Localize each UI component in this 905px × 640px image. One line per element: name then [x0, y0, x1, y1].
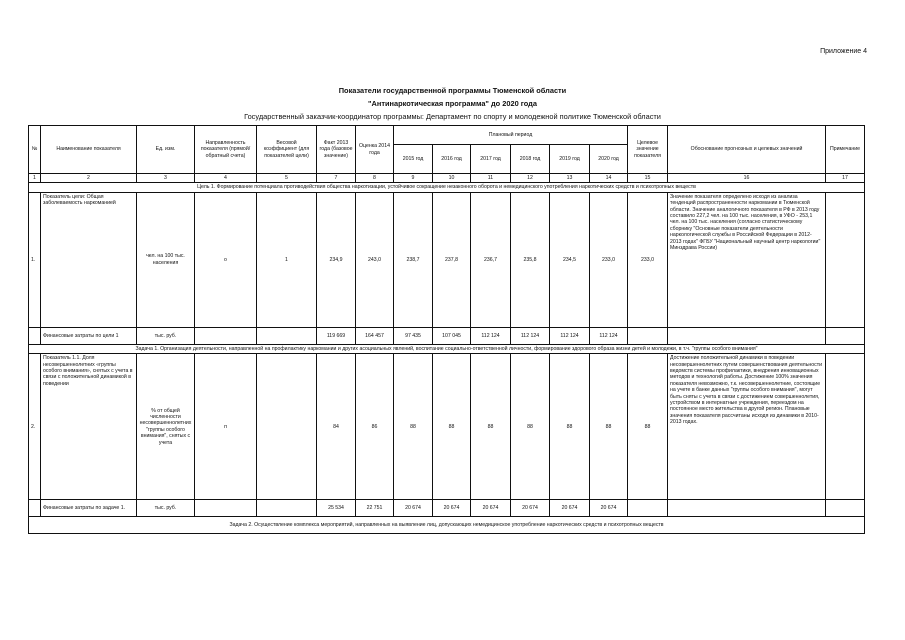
indicators-table — [28, 125, 865, 534]
task-1-title: Задача 1. Организация деятельности, направленной на профилактику наркомании и других асоциальных явлений, воспитание социально-ответственной личности, формирование здорового образа жизни детей и молодежи, в т.ч. "группы особого внимания" — [29, 344, 865, 353]
finance-direction — [195, 327, 257, 344]
header-no: № — [29, 126, 41, 174]
col-number: 1 — [29, 174, 41, 183]
finance-year-value: 20 674 — [394, 500, 433, 517]
title-line-2: "Антинаркотическая программа" до 2020 года — [368, 99, 537, 108]
header-year: 2017 год — [471, 145, 511, 174]
finance-year-value: 112 124 — [550, 327, 590, 344]
finance-year-value: 20 674 — [550, 500, 590, 517]
col-number: 5 — [257, 174, 317, 183]
header-note: Примечание — [826, 126, 865, 174]
finance-direction — [195, 500, 257, 517]
indicator-year-value: 234,5 — [550, 192, 590, 327]
finance-year-value: 20 674 — [471, 500, 511, 517]
indicator-direction: п — [195, 354, 257, 500]
finance-target — [628, 500, 668, 517]
header-justification: Обоснование прогнозных и целевых значений — [668, 126, 826, 174]
col-number: 8 — [356, 174, 394, 183]
header-planned: Плановый период — [394, 126, 628, 145]
col-number: 16 — [668, 174, 826, 183]
col-number: 4 — [195, 174, 257, 183]
finance-est2014: 164 457 — [356, 327, 394, 344]
finance-weight — [257, 500, 317, 517]
indicator-name: Показатель цели: Общая заболеваемость наркоманией — [41, 192, 137, 327]
col-number: 10 — [433, 174, 471, 183]
header-name: Наименование показателя — [41, 126, 137, 174]
row-number: 2. — [29, 354, 41, 500]
header-unit: Ед. изм. — [137, 126, 195, 174]
finance-year-value: 112 124 — [511, 327, 550, 344]
header-est2014: Оценка 2014 года — [356, 126, 394, 174]
column-numbers-row — [29, 174, 865, 183]
finance-name: Финансовые затраты по цели 1 — [41, 327, 137, 344]
indicator-note — [826, 354, 865, 500]
title-line-1: Показатели государственной программы Тюменской области — [338, 86, 567, 95]
indicator-fact2013: 84 — [317, 354, 356, 500]
header-year: 2018 год — [511, 145, 550, 174]
header-direction: Направленность показателя (прямой/обратный счета) — [195, 126, 257, 174]
finance-note — [826, 327, 865, 344]
col-number: 7 — [317, 174, 356, 183]
finance-name: Финансовые затраты по задаче 1. — [41, 500, 137, 517]
indicator-year-value: 88 — [471, 354, 511, 500]
header-row — [29, 126, 865, 145]
indicator-weight — [257, 354, 317, 500]
finance-justification — [668, 500, 826, 517]
header-target: Целевое значение показателя — [628, 126, 668, 174]
header-fact2013: Факт 2013 года (базовое значение) — [317, 126, 356, 174]
indicator-year-value: 88 — [550, 354, 590, 500]
indicator-justification: Значение показателя определено исходя из анализа тенденций распространенности наркомании в Тюменской области. Значение аналогичного показателя в РФ в 2013 году составило 227,2 чел. на 100 тыс. населения, в УФО - 253,1 чел. на 100 тыс. населения (согласно статистическому сборнику "Основные показатели деятельности наркологической службы в Российской Федерации в 2012-2013 годах" ФГБУ "Национальный научный центр наркологии" Минздрава России) — [668, 192, 826, 327]
indicator-target: 233,0 — [628, 192, 668, 327]
finance-unit: тыс. руб. — [137, 327, 195, 344]
task-row — [29, 517, 865, 534]
indicator-year-value: 236,7 — [471, 192, 511, 327]
indicator-justification: Достижение положительной динамики в поведении несовершеннолетних путем совершенствования деятельности ведомств системы профилактики, внедрения инновационных методов и технологий работы. Достижение 100% значения показателя невозможно, т.к. несовершеннолетние, состоящие на учете в банке данных "группы особого внимания", могут быть сняты с учета в связи с достижением совершеннолетия, устройством в интернатные учреждения, переездом на постоянное место жительства в другой регион. Плановые значения показателя рассчитаны исходя из динамики в 2010-2013 годах. — [668, 354, 826, 500]
indicator-year-value: 235,8 — [511, 192, 550, 327]
indicator-unit: чел. на 100 тыс. населения — [137, 192, 195, 327]
appendix-label: Приложение 4 — [820, 48, 867, 55]
indicator-year-value: 88 — [433, 354, 471, 500]
finance-fact2013: 119 669 — [317, 327, 356, 344]
finance-year-value: 112 124 — [471, 327, 511, 344]
indicator-est2014: 243,0 — [356, 192, 394, 327]
finance-year-value: 97 435 — [394, 327, 433, 344]
goal-1-title: Цель 1. Формирование потенциала противодействия общества наркотизации, устойчивое сокращение незаконного оборота и немедицинского употребления наркотических средств и психотропных веществ — [29, 183, 865, 192]
finance-unit: тыс. руб. — [137, 500, 195, 517]
indicator-year-value: 88 — [511, 354, 550, 500]
document-title — [0, 84, 905, 123]
finance-fact2013: 25 534 — [317, 500, 356, 517]
task-2-title: Задача 2. Осуществление комплекса мероприятий, направленных на выявление лиц, допускающих немедицинское употребление наркотических средств и психотропных веществ — [29, 517, 865, 534]
header-year: 2016 год — [433, 145, 471, 174]
finance-row — [29, 327, 865, 344]
finance-year-value: 107 045 — [433, 327, 471, 344]
indicator-weight: 1 — [257, 192, 317, 327]
header-year: 2020 год — [590, 145, 628, 174]
header-year: 2019 год — [550, 145, 590, 174]
col-number: 11 — [471, 174, 511, 183]
row-number: 1. — [29, 192, 41, 327]
indicator-year-value: 88 — [590, 354, 628, 500]
col-number: 17 — [826, 174, 865, 183]
row-number — [29, 500, 41, 517]
indicator-name: Показатель 1.1. Доля несовершеннолетних «группы особого внимания», снятых с учета в связи с положительной динамикой в поведении — [41, 354, 137, 500]
indicator-year-value: 238,7 — [394, 192, 433, 327]
finance-year-value: 112 124 — [590, 327, 628, 344]
finance-weight — [257, 327, 317, 344]
header-year: 2015 год — [394, 145, 433, 174]
indicator-est2014: 86 — [356, 354, 394, 500]
indicator-year-value: 233,0 — [590, 192, 628, 327]
indicator-direction: о — [195, 192, 257, 327]
title-line-3: Государственный заказчик-координатор программы: Департамент по спорту и молодежной политике Тюменской области — [244, 112, 661, 121]
col-number: 3 — [137, 174, 195, 183]
task-row — [29, 344, 865, 353]
indicator-year-value: 88 — [394, 354, 433, 500]
col-number: 15 — [628, 174, 668, 183]
col-number: 14 — [590, 174, 628, 183]
col-number: 2 — [41, 174, 137, 183]
finance-justification — [668, 327, 826, 344]
header-weight: Весовой коэффициент (для показателей цели) — [257, 126, 317, 174]
finance-target — [628, 327, 668, 344]
indicator-row — [29, 192, 865, 327]
indicator-target: 88 — [628, 354, 668, 500]
finance-year-value: 20 674 — [590, 500, 628, 517]
row-number — [29, 327, 41, 344]
col-number: 9 — [394, 174, 433, 183]
finance-year-value: 20 674 — [433, 500, 471, 517]
indicator-year-value: 237,8 — [433, 192, 471, 327]
goal-row — [29, 183, 865, 192]
indicator-unit: % от общей численности несовершеннолетних "группы особого внимания", снятых с учета — [137, 354, 195, 500]
indicator-row — [29, 354, 865, 500]
col-number: 13 — [550, 174, 590, 183]
finance-row — [29, 500, 865, 517]
col-number: 12 — [511, 174, 550, 183]
finance-est2014: 22 751 — [356, 500, 394, 517]
indicator-fact2013: 234,9 — [317, 192, 356, 327]
finance-year-value: 20 674 — [511, 500, 550, 517]
finance-note — [826, 500, 865, 517]
indicator-note — [826, 192, 865, 327]
